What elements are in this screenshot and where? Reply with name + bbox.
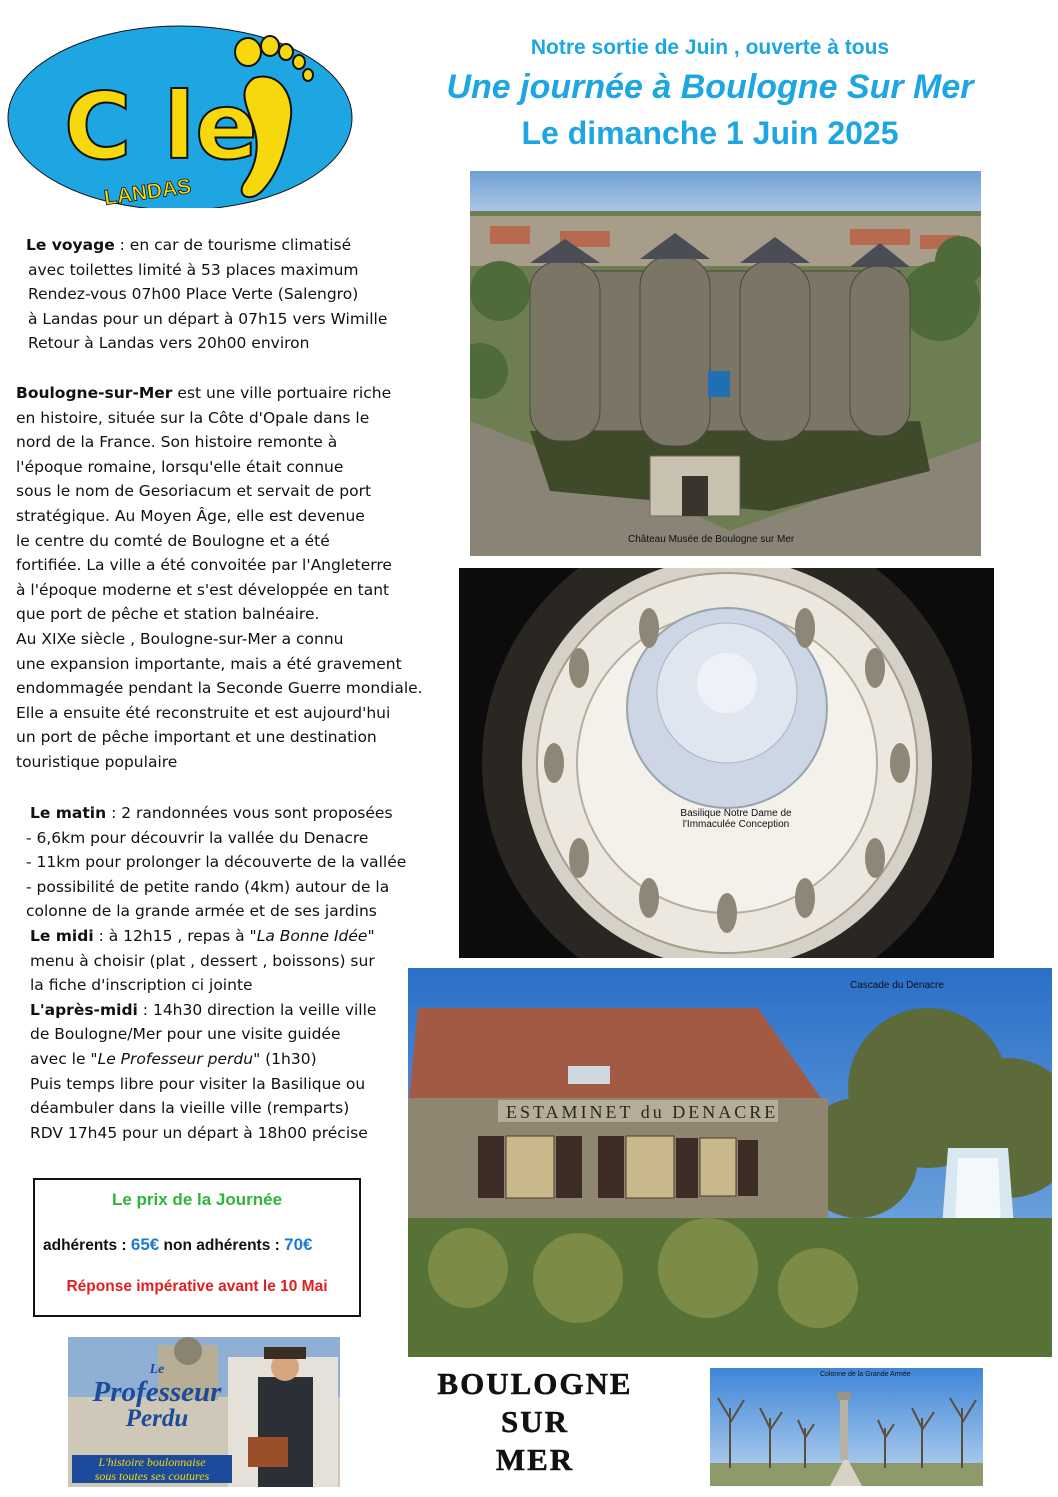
voyage-label: Le voyage <box>26 236 115 254</box>
price-deadline: Réponse impérative avant le 10 Mai <box>66 1278 328 1295</box>
history-line: une expansion importante, mais a été gravement <box>16 654 402 673</box>
history-line: le centre du comté de Boulogne et a été <box>16 531 330 550</box>
professeur-title: Le Professeur Perdu <box>92 1362 222 1432</box>
history-block: Boulogne-sur-Mer est une ville portuaire riche en histoire, située sur la Côte d'Opale dans le nord de la France. Son histoire remonte à l'époque romaine, lorsqu'elle était connue sous le nom de Gesoriacum et servait de port stratégique. Au Moyen Âge, elle est devenue le centre du comté de Boulogne et a été fortifiée. La ville a été convoitée par l'Angleterre à l'époque moderne et s'est développée en tant que port de pêche et station balnéaire. Au XIXe siècle , Boulogne-sur-Mer a connu une expansion importante, mais a été gravement endommagée pendant la Seconde Guerre mondiale. Elle a ensuite été reconstruite et est aujourd'hui un port de pêche important et une destination touristique populaire <box>16 381 423 775</box>
voyage-block: Le voyage : en car de tourisme climatisé avec toilettes limité à 53 places maximum Rendez-vous 07h00 Place Verte (Salengro) à Landas pour un départ à 07h15 vers Wimille Retour à Landas vers 20h00 environ <box>26 233 387 356</box>
price-box <box>33 1178 361 1317</box>
members-price: 65€ <box>130 1235 160 1254</box>
history-line: fortifiée. La ville a été convoitée par l'Angleterre <box>16 556 392 575</box>
history-line: stratégique. Au Moyen Âge, elle est devenue <box>16 506 365 525</box>
history-line: à l'époque moderne et s'est développée en tant <box>16 580 390 599</box>
event-date: Le dimanche 1 Juin 2025 <box>521 115 899 151</box>
denacre-photo <box>408 968 1052 1357</box>
header-subtitle: Notre sortie de Juin , ouverte à tous <box>530 36 890 59</box>
history-line: Au XIXe siècle , Boulogne-sur-Mer a connu <box>16 629 344 648</box>
history-line: touristique populaire <box>16 752 178 771</box>
morning-label: Le matin <box>30 804 107 822</box>
program-block: Le matin : 2 randonnées vous sont proposées - 6,6km pour découvrir la vallée du Denacre - 11km pour prolonger la découverte de la vallée - possibilité de petite rando (4km) autour de la colonne de la grande armée et de ses jardins Le midi : à 12h15 , repas à "La Bonne Idée" menu à choisir (plat , dessert , boissons) sur la fiche d'inscription ci jointe L'après-midi : 14h30 direction la veille ville de Boulogne/Mer pour une visite guidée avec le "Le Professeur perdu" (1h30) Puis temps libre pour visiter la Basilique ou déambuler dans la vieille ville (remparts) RDV 17h45 pour un départ à 18h00 précise <box>30 801 406 1145</box>
morning-item: colonne de la grande armée et de ses jardins <box>26 902 377 921</box>
history-label: Boulogne-sur-Mer <box>16 384 173 402</box>
castle-caption: Château Musée de Boulogne sur Mer <box>628 534 795 545</box>
voyage-line: à Landas pour un départ à 07h15 vers Wimille <box>28 309 388 328</box>
estaminet-sign: ESTAMINET du DENACRE <box>506 1102 779 1122</box>
club-logo <box>4 8 356 208</box>
noon-label: Le midi <box>30 926 94 945</box>
basilica-caption: Basilique Notre Dame de l'Immaculée Conception <box>680 808 792 830</box>
afternoon-label: L'après-midi <box>30 1000 138 1019</box>
afternoon-line: déambuler dans la vieille ville (remparts) <box>30 1099 350 1118</box>
history-line: endommagée pendant la Seconde Guerre mondiale. <box>16 679 423 698</box>
history-line: que port de pêche et station balnéaire. <box>16 605 320 624</box>
afternoon-line: de Boulogne/Mer pour une visite guidée <box>30 1025 341 1044</box>
basilica-photo <box>459 568 994 958</box>
noon-line: menu à choisir (plat , dessert , boissons) sur <box>30 951 375 970</box>
voyage-line: Retour à Landas vers 20h00 environ <box>28 334 310 353</box>
denacre-caption: Cascade du Denacre <box>850 980 944 991</box>
price-title: Le prix de la Journée <box>111 1190 283 1209</box>
noon-line: la fiche d'inscription ci jointe <box>30 976 253 995</box>
boulogne-sur-mer-title: BOULOGNE SUR MER <box>437 1366 633 1477</box>
afternoon-line: Puis temps libre pour visiter la Basilique ou <box>30 1074 366 1093</box>
professeur-tagline: L'histoire boulonnaise sous toutes ses coutures <box>72 1455 232 1483</box>
morning-item: - possibilité de petite rando (4km) autour de la <box>26 877 390 896</box>
page-title: Une journée à Boulogne Sur Mer <box>446 68 974 106</box>
history-line: un port de pêche important et une destination <box>16 728 377 747</box>
nonmembers-price: 70€ <box>284 1235 313 1254</box>
colonne-caption: Colonne de la Grande Armée <box>820 1371 911 1378</box>
morning-item: - 6,6km pour découvrir la vallée du Denacre <box>26 828 369 847</box>
voyage-line: en car de tourisme climatisé <box>129 236 352 254</box>
colonne-photo <box>710 1368 983 1486</box>
morning-item: - 11km pour prolonger la découverte de la vallée <box>26 853 407 872</box>
afternoon-line: RDV 17h45 pour un départ à 18h00 précise <box>30 1123 368 1142</box>
voyage-line: Rendez-vous 07h00 Place Verte (Salengro) <box>28 285 359 304</box>
price-line: adhérents : 65€ non adhérents : 70€ <box>43 1235 313 1254</box>
history-line: Elle a ensuite été reconstruite et est aujourd'hui <box>16 703 391 722</box>
restaurant-name: La Bonne Idée <box>256 926 368 945</box>
history-line: sous le nom de Gesoriacum et servait de port <box>16 482 372 501</box>
history-line: en histoire, située sur la Côte d'Opale dans le <box>16 408 370 427</box>
logo-letters: C le <box>64 73 258 180</box>
professeur-perdu-poster <box>68 1337 340 1487</box>
logo-town: LANDAS <box>102 174 193 208</box>
castle-photo <box>470 171 981 556</box>
guide-name: Le Professeur perdu <box>97 1049 254 1068</box>
history-line: nord de la France. Son histoire remonte à <box>16 433 338 452</box>
voyage-line: avec toilettes limité à 53 places maximum <box>28 260 359 279</box>
history-line: l'époque romaine, lorsqu'elle était connue <box>16 457 344 476</box>
